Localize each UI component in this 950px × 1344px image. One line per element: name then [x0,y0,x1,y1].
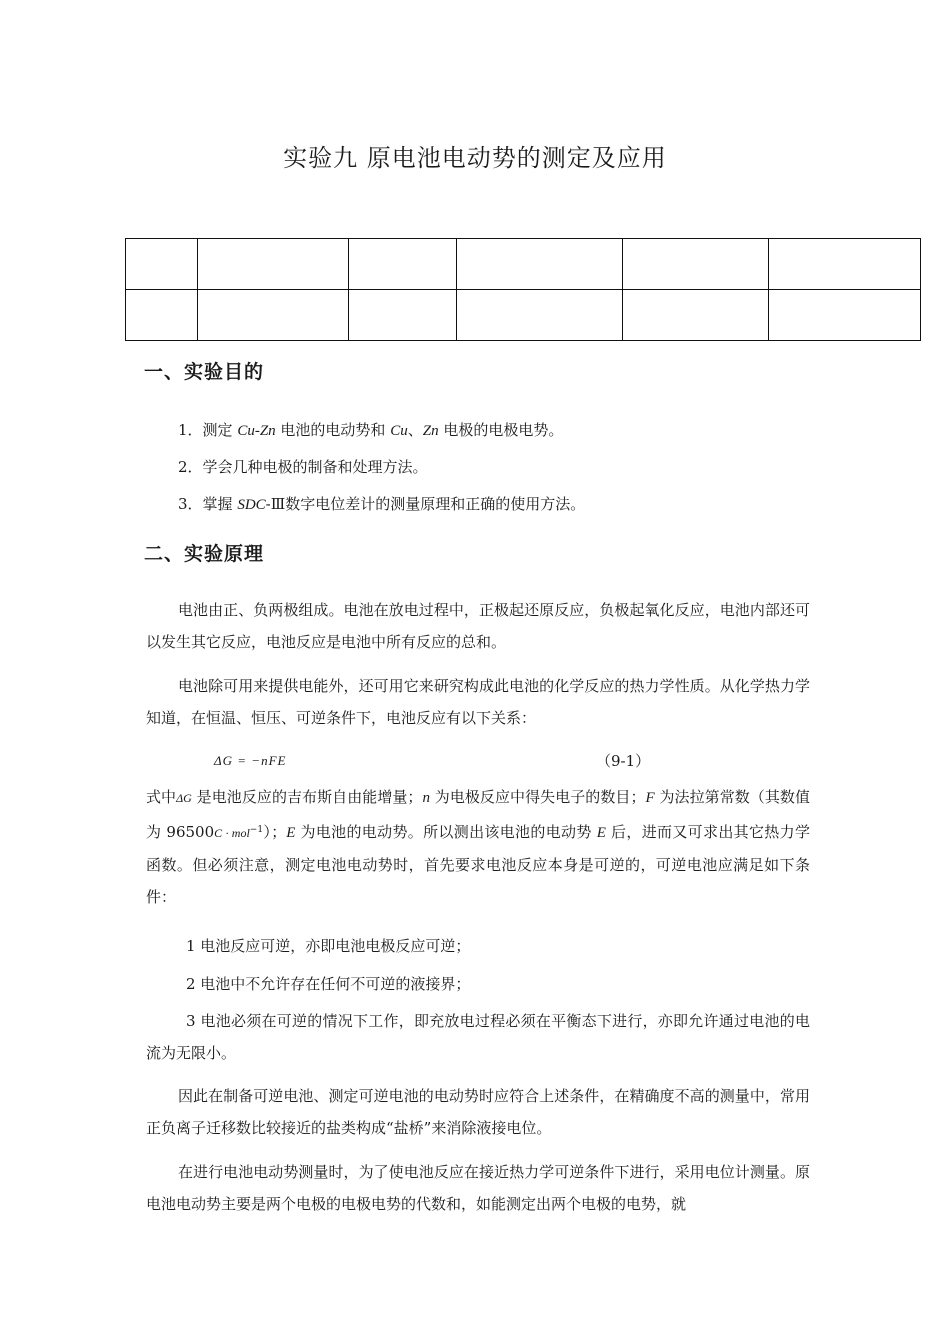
table-cell [769,239,921,290]
paragraph-1: 电池由正、负两极组成。电池在放电过程中，正极起还原反应，负极起氧化反应，电池内部还可以发生其它反应，电池反应是电池中所有反应的总和。 [146,601,810,651]
aim-text: 、 [407,421,423,439]
aim-formula: Cu [390,423,408,439]
para-text: 为法拉第常数（其数值为 96500 [146,788,810,841]
table-cell [623,290,769,341]
aim-item-2: 2．学会几种电极的制备和处理方法。 [178,458,428,476]
table-cell [126,239,198,290]
para-text: 式中 [146,788,177,806]
condition-1: 1 电池反应可逆，亦即电池电极反应可逆； [186,937,471,955]
symbol-e: E [596,825,606,841]
table-row [126,290,921,341]
symbol-delta-g: ΔG [176,791,192,805]
condition-2: 2 电池中不允许存在任何不可逆的液接界； [186,975,471,993]
table-cell [349,290,457,341]
symbol-e: E [286,825,296,841]
aim-formula: Zn [422,423,439,439]
section-heading-principle: 二、实验原理 [144,543,265,565]
aim-text: 3．掌握 [178,495,238,513]
symbol-n: n [422,790,430,806]
para-text: ）； [263,823,287,841]
aim-item-3 [178,494,585,515]
paragraph-5: 在进行电池电动势测量时，为了使电池反应在接近热力学可逆条件下进行，采用电位计测量。原电池电动势主要是两个电极的电极电势的代数和，如能测定出两个电极的电势，就 [146,1163,810,1213]
para-text: 是电池反应的吉布斯自由能增量； [191,788,423,806]
table-cell [198,290,349,341]
equation: ΔG = −nFE [214,753,287,768]
table-cell [198,239,349,290]
paragraph-4: 因此在制备可逆电池、测定可逆电池的电动势时应符合上述条件，在精确度不高的测量中，常用正负离子迁移数比较接近的盐类构成“盐桥”来消除液接电位。 [146,1087,810,1137]
aim-text: 电池的电动势和 [275,421,391,439]
unit-label: C · mol [214,826,250,840]
table-cell [457,290,623,341]
para-text: 后，进而又可求出其它热力学函数。但必须注意，测定电池电动势时，首先要求电池反应本身是可逆的，可逆电池应满足如下条件： [146,823,810,906]
paragraph-3 [146,781,810,913]
aim-formula: Cu-Zn [237,423,276,439]
aim-text: 1．测定 [178,421,238,439]
paragraph-2: 电池除可用来提供电能外，还可用它来研究构成此电池的化学反应的热力学性质。从化学热力学知道，在恒温、恒压、可逆条件下，电池反应有以下关系： [146,677,810,727]
table-cell [769,290,921,341]
unit-exponent: −1 [249,825,264,835]
info-table [125,238,921,341]
table-cell [349,239,457,290]
equation-number: （9-1） [596,752,651,770]
table-cell [126,290,198,341]
aim-text: 电极的电极电势。 [438,421,564,439]
aim-item-1 [178,420,563,441]
table-row [126,239,921,290]
table-cell [457,239,623,290]
aim-formula: SDC [237,497,266,513]
para-text: 为电池的电动势。所以测出该电池的电动势 [295,823,597,841]
para-text: 为电极反应中得失电子的数目； [429,788,646,806]
symbol-f: F [645,790,655,806]
table-cell [623,239,769,290]
condition-3: 3 电池必须在可逆的情况下工作，即充放电过程必须在平衡态下进行，亦即允许通过电池的电流为无限小。 [146,1012,810,1062]
section-heading-aims: 一、实验目的 [144,361,265,383]
page-title: 实验九 原电池电动势的测定及应用 [283,144,667,172]
aim-text: -Ⅲ数字电位差计的测量原理和正确的使用方法。 [265,495,586,513]
